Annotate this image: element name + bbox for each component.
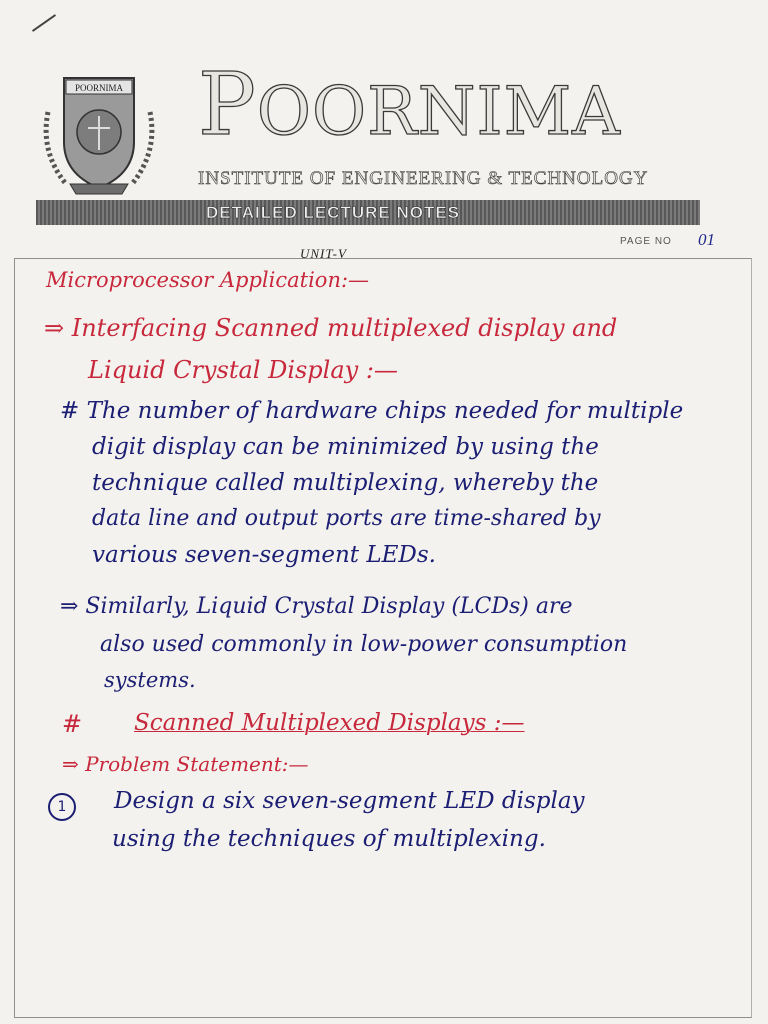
brand-initial: P [198, 55, 257, 155]
unit-label: UNIT-V [300, 246, 347, 261]
institute-name [198, 55, 621, 155]
notes-title: Microprocessor Application:— [46, 268, 370, 292]
heading-interfacing-line2: Liquid Crystal Display :— [88, 356, 398, 384]
page-number-label: PAGE NO [620, 236, 672, 247]
paragraph-1-line4: data line and output ports are time-shared by [92, 506, 601, 531]
question-number: 1 [48, 793, 76, 821]
brand-rest: OORNIMA [256, 73, 621, 150]
institute-crest-icon [40, 72, 158, 196]
paragraph-2-line2: also used commonly in low-power consumption [100, 632, 628, 657]
question-line2: using the techniques of multiplexing. [112, 826, 546, 852]
paragraph-1-line3: technique called multiplexing, whereby the [92, 470, 599, 496]
paragraph-1-line2: digit display can be minimized by using the [92, 434, 599, 460]
heading-scanned-displays: Scanned Multiplexed Displays :— [134, 710, 525, 736]
paragraph-1-line1: # The number of hardware chips needed for multiple [60, 398, 684, 424]
page-number: 01 [698, 230, 715, 249]
heading-interfacing-line1: ⇒ Interfacing Scanned multiplexed display and [44, 314, 618, 342]
question-line1: Design a six seven-segment LED display [114, 788, 585, 814]
paragraph-2-line3: systems. [104, 668, 196, 692]
pen-mark [32, 14, 56, 32]
paragraph-1-line5: various seven-segment LEDs. [92, 542, 436, 568]
banner-text: DETAILED LECTURE NOTES [206, 203, 461, 222]
institute-subtitle: INSTITUTE OF ENGINEERING & TECHNOLOGY [198, 168, 649, 189]
crest-text: POORNIMA [74, 83, 124, 93]
problem-statement-label: ⇒ Problem Statement:— [62, 752, 309, 776]
paragraph-2-line1: ⇒ Similarly, Liquid Crystal Display (LCDs) are [60, 594, 573, 619]
lecture-notes-banner [36, 200, 700, 225]
heading-hash: # [62, 710, 83, 738]
